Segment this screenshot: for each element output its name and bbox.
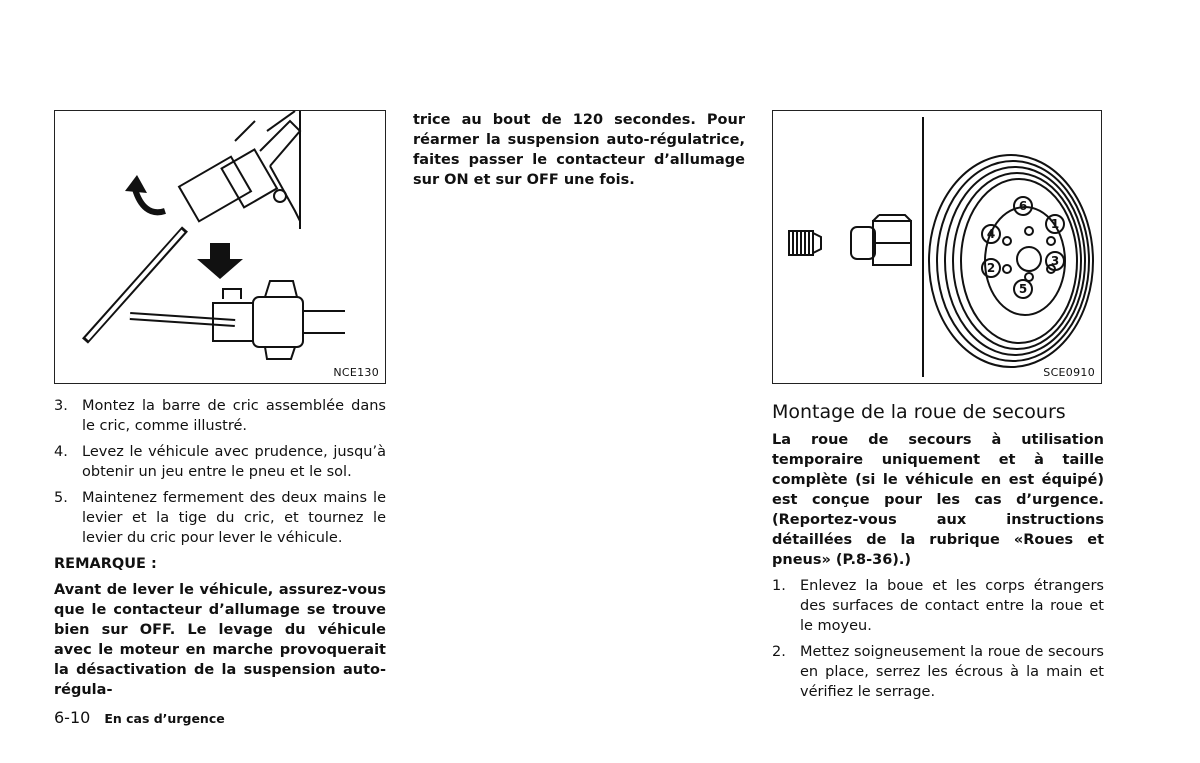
- step-number: 3.: [54, 398, 68, 414]
- page-footer: [54, 708, 225, 727]
- wheel-figure: [772, 110, 1102, 384]
- note-title: REMARQUE :: [54, 556, 157, 572]
- right-column: [772, 400, 1104, 708]
- lug-number-6: 6: [1018, 199, 1028, 213]
- list-item: [772, 642, 1104, 702]
- page-number: 6-10: [54, 708, 91, 727]
- step-number: 5.: [54, 490, 68, 506]
- wheel-illustration: [773, 111, 1101, 383]
- lug-number-3: 3: [1050, 254, 1060, 268]
- lug-nut-icon: [851, 215, 911, 265]
- step-list: [54, 396, 386, 548]
- wheel-icon: [929, 155, 1093, 367]
- lug-number-1: 1: [1050, 217, 1060, 231]
- step-number: 4.: [54, 444, 68, 460]
- step-text: Enlevez la boue et les corps étrangers des surfaces de contact entre la roue et le moyeu.: [800, 578, 1104, 634]
- list-item: [54, 396, 386, 436]
- lug-number-4: 4: [986, 227, 996, 241]
- figure-code: NCE130: [333, 366, 379, 379]
- lug-number-5: 5: [1018, 282, 1028, 296]
- step-number: 2.: [772, 644, 786, 660]
- list-item: [54, 488, 386, 548]
- list-item: [54, 442, 386, 482]
- figure-code: SCE0910: [1043, 366, 1095, 379]
- step-text: Levez le véhicule avec prudence, jusqu’à obtenir un jeu entre le pneu et le sol.: [82, 444, 386, 480]
- section-title: Montage de la roue de secours: [772, 401, 1066, 423]
- step-number: 1.: [772, 578, 786, 594]
- note-text: Avant de lever le véhicule, assurez-vous que le contacteur d’allumage se trouve bien sur OFF. Le levage du véhicule avec le moteur en marche provoquerait la désactivation de la suspension auto-régula-: [54, 582, 386, 698]
- step-text: Montez la barre de cric assemblée dans le cric, comme illustré.: [82, 398, 386, 434]
- intro-text: La roue de secours à utilisation temporaire uniquement et à taille complète (si le véhicule en est équipé) est conçue pour les cas d’urgence. (Reportez-vous aux instructions détaillées de la rubrique «Roues et pneus» (P.8-36).): [772, 432, 1104, 568]
- middle-column: [413, 110, 745, 190]
- lug-number-2: 2: [986, 261, 996, 275]
- left-column: [54, 396, 386, 700]
- section-name: En cas d’urgence: [104, 711, 225, 726]
- jack-figure: [54, 110, 386, 384]
- stud-icon: [789, 231, 821, 255]
- note-continuation: trice au bout de 120 secondes. Pour réarmer la suspension auto-régulatrice, faites passer le contacteur d’allumage sur ON et sur OFF une fois.: [413, 112, 745, 188]
- list-item: [772, 576, 1104, 636]
- step-list: [772, 576, 1104, 702]
- jack-illustration: [55, 111, 385, 383]
- step-text: Maintenez fermement des deux mains le levier et la tige du cric, et tournez le levier du cric pour lever le véhicule.: [82, 490, 386, 546]
- step-text: Mettez soigneusement la roue de secours en place, serrez les écrous à la main et vérifiez le serrage.: [800, 644, 1104, 700]
